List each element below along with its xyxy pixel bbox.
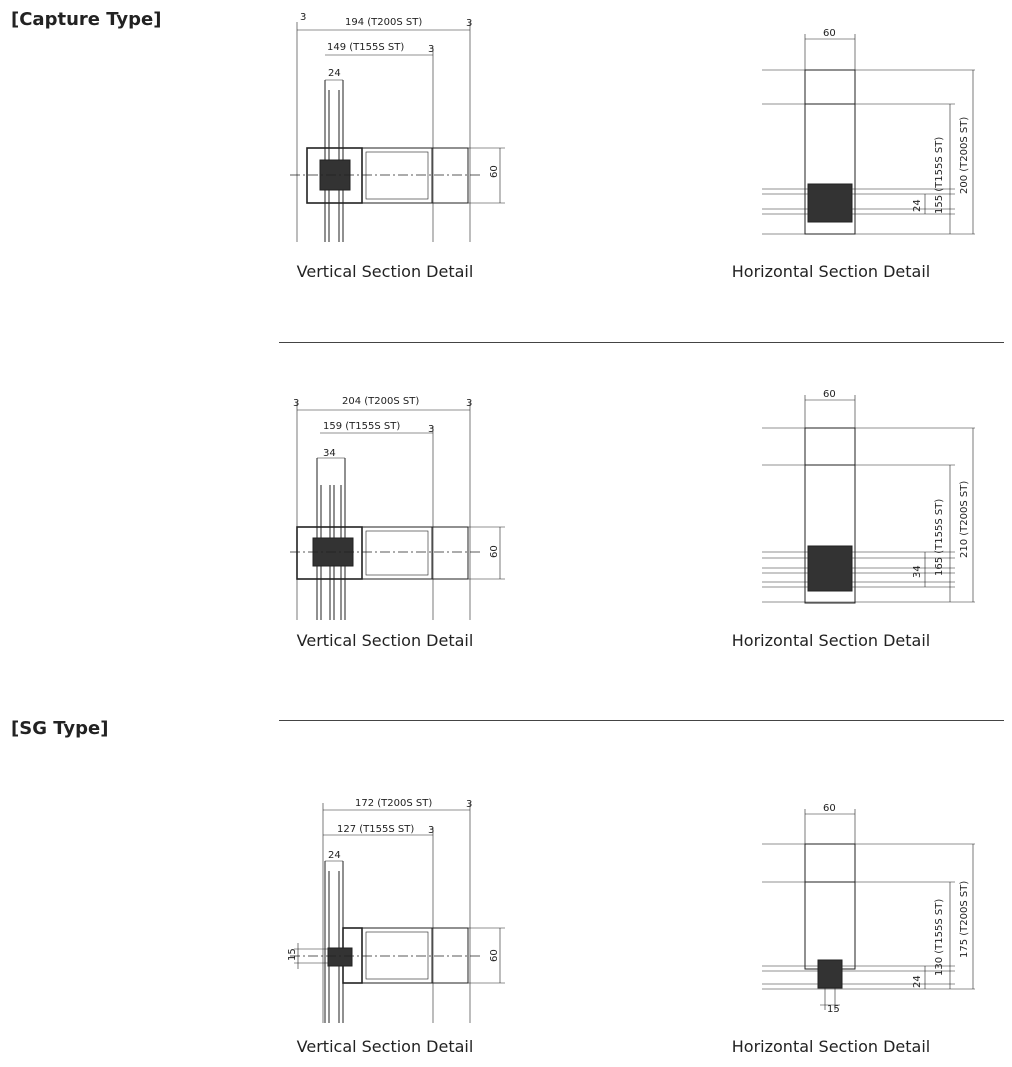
dim-glass-label: 34 — [323, 448, 336, 459]
dim-end-b: 3 — [466, 18, 473, 29]
vertical-section-drawing — [280, 390, 520, 630]
dim-depth-label: 60 — [489, 545, 500, 558]
dim-overall-label: 194 (T200S ST) — [345, 17, 423, 28]
horizontal-section-caption: Horizontal Section Detail — [731, 262, 931, 281]
dim-inner-label: 159 (T155S ST) — [323, 421, 401, 432]
dim-glass-label: 24 — [912, 975, 923, 988]
dim-end-b: 3 — [466, 799, 473, 810]
dim-outer-label: 175 (T200S ST) — [959, 880, 970, 958]
dim-outer-label: 200 (T200S ST) — [959, 116, 970, 194]
dim-joint-label: 15 — [827, 1004, 840, 1015]
dim-overall-label: 204 (T200S ST) — [342, 396, 420, 407]
dim-width-label: 60 — [823, 389, 836, 400]
vertical-section-drawing — [280, 10, 520, 250]
dim-inner-label: 130 (T155S ST) — [934, 898, 945, 976]
dim-end-b: 3 — [466, 398, 473, 409]
dim-inner-label: 165 (T155S ST) — [934, 498, 945, 576]
dim-width-label: 60 — [823, 28, 836, 39]
section-divider — [279, 342, 1004, 343]
dim-inner-label: 149 (T155S ST) — [327, 42, 405, 53]
dim-outer-label: 210 (T200S ST) — [959, 480, 970, 558]
dim-end-c: 3 — [428, 424, 435, 435]
dim-glass-label: 24 — [328, 850, 341, 861]
horizontal-section-drawing — [760, 800, 990, 1020]
horizontal-section-caption: Horizontal Section Detail — [731, 1037, 931, 1056]
section-divider — [279, 720, 1004, 721]
dim-end-a: 3 — [293, 398, 300, 409]
dim-depth-label: 60 — [489, 949, 500, 962]
dim-width-label: 60 — [823, 803, 836, 814]
dim-glass-label: 34 — [912, 565, 923, 578]
dim-depth-label: 60 — [489, 165, 500, 178]
dim-glass-label: 24 — [912, 199, 923, 212]
vertical-section-caption: Vertical Section Detail — [296, 1037, 474, 1056]
horizontal-section-drawing — [760, 386, 990, 606]
horizontal-section-drawing — [760, 24, 990, 239]
dim-end-c: 3 — [428, 825, 435, 836]
dim-glass-label: 24 — [328, 68, 341, 79]
dim-inner-label: 155 (T155S ST) — [934, 136, 945, 214]
horizontal-section-caption: Horizontal Section Detail — [731, 631, 931, 650]
dim-inner-label: 127 (T155S ST) — [337, 824, 415, 835]
vertical-section-drawing — [280, 795, 520, 1030]
dim-end-a: 3 — [300, 12, 307, 23]
capture-type-heading: [Capture Type] — [11, 9, 162, 30]
dim-joint-label: 15 — [287, 948, 298, 961]
dim-end-c: 3 — [428, 44, 435, 55]
vertical-section-caption: Vertical Section Detail — [296, 631, 474, 650]
sg-type-heading: [SG Type] — [11, 718, 109, 739]
dim-overall-label: 172 (T200S ST) — [355, 798, 433, 809]
vertical-section-caption: Vertical Section Detail — [296, 262, 474, 281]
